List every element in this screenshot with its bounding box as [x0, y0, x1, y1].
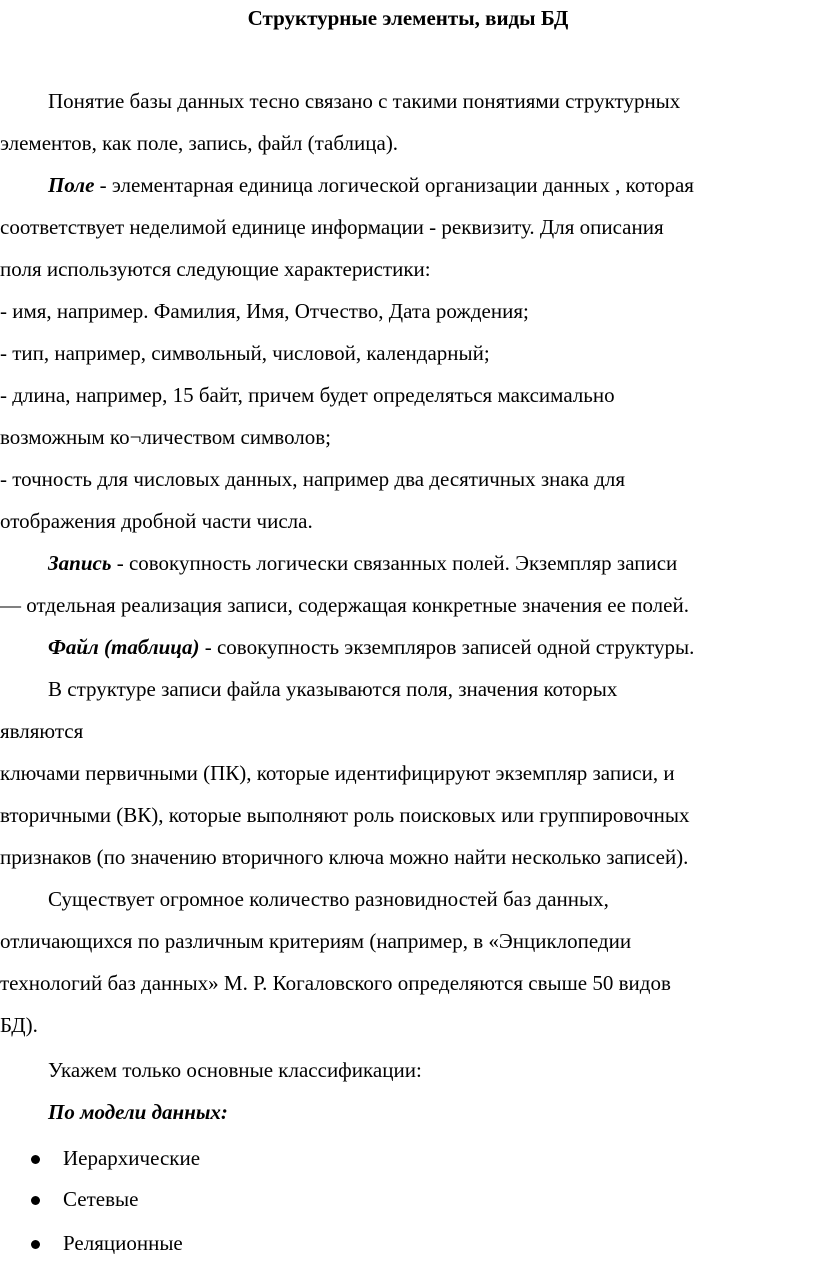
record-definition-line-1 — [48, 551, 677, 575]
record-definition-text: - совокупность логически связанных полей. Экземпляр записи — [111, 551, 678, 575]
file-term: Файл (таблица) — [48, 635, 200, 659]
field-definition-line-1 — [48, 173, 694, 197]
classifications-heading: По модели данных: — [48, 1100, 228, 1124]
record-definition-line-2: — отдельная реализация записи, содержащая конкретные значения ее полей. — [0, 593, 689, 617]
keys-line-1: В структуре записи файла указываются поля, значения которых — [48, 677, 618, 701]
field-characteristic-length: - длина, например, 15 байт, причем будет определяться максимально — [0, 383, 615, 407]
field-characteristic-length-cont: возможным ко¬личеством символов; — [0, 425, 332, 449]
list-item-relational: Реляционные — [63, 1231, 183, 1255]
page-title: Структурные элементы, виды БД — [247, 6, 569, 30]
intro-line-1: Понятие базы данных тесно связано с такими понятиями структурных — [48, 89, 681, 113]
record-term: Запись — [48, 551, 112, 575]
keys-line-3: ключами первичными (ПК), которые идентифицируют экземпляр записи, и — [0, 761, 675, 785]
bullet-icon — [31, 1196, 40, 1205]
classifications-intro: Укажем только основные классификации: — [48, 1058, 422, 1082]
intro-line-2: элементов, как поле, запись, файл (таблица). — [0, 131, 399, 155]
keys-line-4: вторичными (ВК), которые выполняют роль поисковых или группировочных — [0, 803, 690, 827]
bullet-icon — [31, 1155, 40, 1164]
keys-line-2: являются — [0, 719, 84, 743]
bullet-icon — [31, 1240, 40, 1249]
field-characteristic-precision-cont: отображения дробной части числа. — [0, 509, 313, 533]
list-item-hierarchical: Иерархические — [63, 1146, 201, 1170]
list-item-network: Сетевые — [63, 1187, 139, 1211]
field-term: Поле — [48, 173, 95, 197]
file-definition-text: - совокупность экземпляров записей одной структуры. — [199, 635, 695, 659]
field-definition-text: - элементарная единица логической организации данных , которая — [94, 173, 694, 197]
field-definition-line-2: соответствует неделимой единице информации - реквизиту. Для описания — [0, 215, 664, 239]
field-characteristic-precision: - точность для числовых данных, например два десятичных знака для — [0, 467, 626, 491]
varieties-line-4: БД). — [0, 1013, 38, 1037]
keys-line-5: признаков (по значению вторичного ключа можно найти несколько записей). — [0, 845, 689, 869]
field-definition-line-3: поля используются следующие характеристики: — [0, 257, 431, 281]
field-characteristic-type: - тип, например, символьный, числовой, календарный; — [0, 341, 490, 365]
file-definition-line — [48, 635, 694, 659]
field-characteristic-name: - имя, например. Фамилия, Имя, Отчество, Дата рождения; — [0, 299, 529, 323]
varieties-line-3: технологий баз данных» М. Р. Когаловского определяются свыше 50 видов — [0, 971, 671, 995]
varieties-line-1: Существует огромное количество разновидностей баз данных, — [48, 887, 609, 911]
varieties-line-2: отличающихся по различным критериям (например, в «Энциклопедии — [0, 929, 632, 953]
